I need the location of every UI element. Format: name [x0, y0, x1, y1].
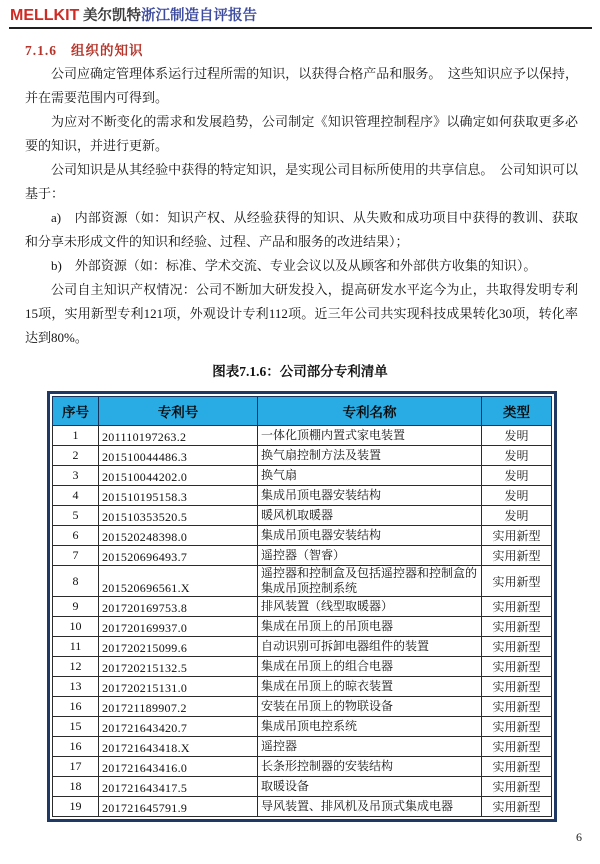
patent-name: 换气扇 [258, 466, 482, 486]
patent-name: 集成吊顶电器安装结构 [258, 486, 482, 506]
patent-name: 取暖设备 [258, 777, 482, 797]
patent-number: 201721643416.0 [99, 757, 258, 777]
patent-type: 发明 [482, 486, 552, 506]
report-header [10, 7, 592, 25]
table-row [53, 777, 552, 797]
patent-name: 集成在吊顶上的吊顶电器 [258, 617, 482, 637]
patent-number: 201510044486.3 [99, 446, 258, 466]
row-index: 12 [53, 657, 99, 677]
row-index: 13 [53, 677, 99, 697]
patent-name: 换气扇控制方法及装置 [258, 446, 482, 466]
patent-number: 201721643417.5 [99, 777, 258, 797]
row-index: 3 [53, 466, 99, 486]
row-index: 5 [53, 506, 99, 526]
table-row [53, 426, 552, 446]
table-row [53, 486, 552, 506]
table-row [53, 797, 552, 817]
patent-type: 实用新型 [482, 797, 552, 817]
row-index: 10 [53, 617, 99, 637]
patent-name: 导风装置、排风机及吊顶式集成电器 [258, 797, 482, 817]
row-index: 19 [53, 797, 99, 817]
row-index: 2 [53, 446, 99, 466]
report-title: 浙江制造自评报告 [140, 8, 257, 24]
patent-type: 实用新型 [482, 717, 552, 737]
table-row [53, 466, 552, 486]
patent-number: 201510353520.5 [99, 506, 258, 526]
paragraph: a) 内部资源（如：知识产权、从经验获得的知识、从失败和成功项目中获得的教训、获取和分享未形成文件的知识和经验、过程、产品和服务的改进结果）； [25, 210, 578, 249]
patent-type: 实用新型 [482, 697, 552, 717]
header-rule [9, 27, 592, 29]
table-header-row [53, 397, 552, 426]
patent-type: 实用新型 [482, 757, 552, 777]
patent-table-grid [52, 396, 552, 817]
section-number: 7.1.6 [25, 43, 57, 58]
patent-name: 集成吊顶电器安装结构 [258, 526, 482, 546]
patent-number: 201720169937.0 [99, 617, 258, 637]
row-index: 8 [53, 566, 99, 597]
patent-name: 自动识别可拆卸电器组件的装置 [258, 637, 482, 657]
patent-type: 实用新型 [482, 617, 552, 637]
section-heading [25, 39, 144, 59]
patent-name: 集成在吊顶上的晾衣装置 [258, 677, 482, 697]
patent-name: 遥控器和控制盒及包括遥控器和控制盒的集成吊顶控制系统 [258, 566, 482, 597]
table-row [53, 526, 552, 546]
table-row [53, 566, 552, 597]
patent-type: 发明 [482, 466, 552, 486]
brand-logo: MELLKIT [10, 7, 80, 24]
patent-number: 201720215099.6 [99, 637, 258, 657]
column-header: 专利名称 [258, 397, 482, 426]
row-index: 16 [53, 737, 99, 757]
patent-number: 201110197263.2 [99, 426, 258, 446]
patent-name: 遥控器 [258, 737, 482, 757]
patent-number: 201520696493.7 [99, 546, 258, 566]
table-row [53, 617, 552, 637]
paragraph: 公司知识是从其经验中获得的特定知识，是实现公司目标所使用的共享信息。 公司知识可以基于： [25, 162, 578, 201]
row-index: 7 [53, 546, 99, 566]
patent-name: 长条形控制器的安装结构 [258, 757, 482, 777]
column-header: 序号 [53, 397, 99, 426]
row-index: 1 [53, 426, 99, 446]
paragraph: b) 外部资源（如：标准、学术交流、专业会议以及从顾客和外部供方收集的知识）。 [51, 258, 537, 273]
column-header: 专利号 [99, 397, 258, 426]
patent-name: 遥控器（智睿） [258, 546, 482, 566]
table-row [53, 737, 552, 757]
patent-number: 201721645791.9 [99, 797, 258, 817]
page-number: 6 [576, 830, 582, 844]
table-row [53, 697, 552, 717]
table-caption: 图表7.1.6：公司部分专利清单 [212, 364, 388, 379]
patent-type: 实用新型 [482, 737, 552, 757]
table-row [53, 757, 552, 777]
patent-type: 实用新型 [482, 546, 552, 566]
patent-type: 实用新型 [482, 526, 552, 546]
patent-number: 201510044202.0 [99, 466, 258, 486]
row-index: 6 [53, 526, 99, 546]
patent-name: 安装在吊顶上的物联设备 [258, 697, 482, 717]
patent-name: 一体化顶棚内置式家电装置 [258, 426, 482, 446]
paragraph: 为应对不断变化的需求和发展趋势，公司制定《知识管理控制程序》以确定如何获取更多必要的知识，并进行更新。 [25, 114, 578, 153]
patent-number: 201721643420.7 [99, 717, 258, 737]
patent-number: 201721643418.X [99, 737, 258, 757]
row-index: 16 [53, 697, 99, 717]
patent-name: 集成在吊顶上的组合电器 [258, 657, 482, 677]
patent-number: 201720215132.5 [99, 657, 258, 677]
row-index: 18 [53, 777, 99, 797]
table-row [53, 546, 552, 566]
patent-number: 201720169753.8 [99, 597, 258, 617]
table-row [53, 717, 552, 737]
patent-number: 201721189907.2 [99, 697, 258, 717]
patent-type: 发明 [482, 446, 552, 466]
table-row [53, 597, 552, 617]
row-index: 4 [53, 486, 99, 506]
patent-table [47, 391, 557, 822]
section-title: 组织的知识 [71, 43, 144, 58]
patent-type: 实用新型 [482, 637, 552, 657]
patent-name: 集成吊顶电控系统 [258, 717, 482, 737]
patent-number: 201510195158.3 [99, 486, 258, 506]
patent-number: 201720215131.0 [99, 677, 258, 697]
patent-type: 实用新型 [482, 657, 552, 677]
table-row [53, 677, 552, 697]
row-index: 17 [53, 757, 99, 777]
paragraph: 公司应确定管理体系运行过程所需的知识，以获得合格产品和服务。 这些知识应予以保持，并在需要范围内可得到。 [25, 66, 578, 105]
patent-name: 排风装置（线型取暖器） [258, 597, 482, 617]
patent-number: 201520248398.0 [99, 526, 258, 546]
patent-number: 201520696561.X [99, 566, 258, 597]
row-index: 15 [53, 717, 99, 737]
patent-type: 实用新型 [482, 777, 552, 797]
patent-type: 实用新型 [482, 566, 552, 597]
table-row [53, 506, 552, 526]
company-name: 美尔凯特 [79, 8, 141, 24]
patent-type: 实用新型 [482, 597, 552, 617]
column-header: 类型 [482, 397, 552, 426]
paragraph: 公司自主知识产权情况：公司不断加大研发投入，提高研发水平迄今为止，共取得发明专利15项，实用新型专利121项，外观设计专利112项。近三年公司共实现科技成果转化30项，转化率达到80%。 [25, 282, 578, 345]
patent-name: 暖风机取暖器 [258, 506, 482, 526]
row-index: 9 [53, 597, 99, 617]
patent-type: 实用新型 [482, 677, 552, 697]
body-text [25, 62, 578, 350]
patent-type: 发明 [482, 506, 552, 526]
patent-type: 发明 [482, 426, 552, 446]
table-row [53, 657, 552, 677]
table-row [53, 637, 552, 657]
row-index: 11 [53, 637, 99, 657]
table-row [53, 446, 552, 466]
